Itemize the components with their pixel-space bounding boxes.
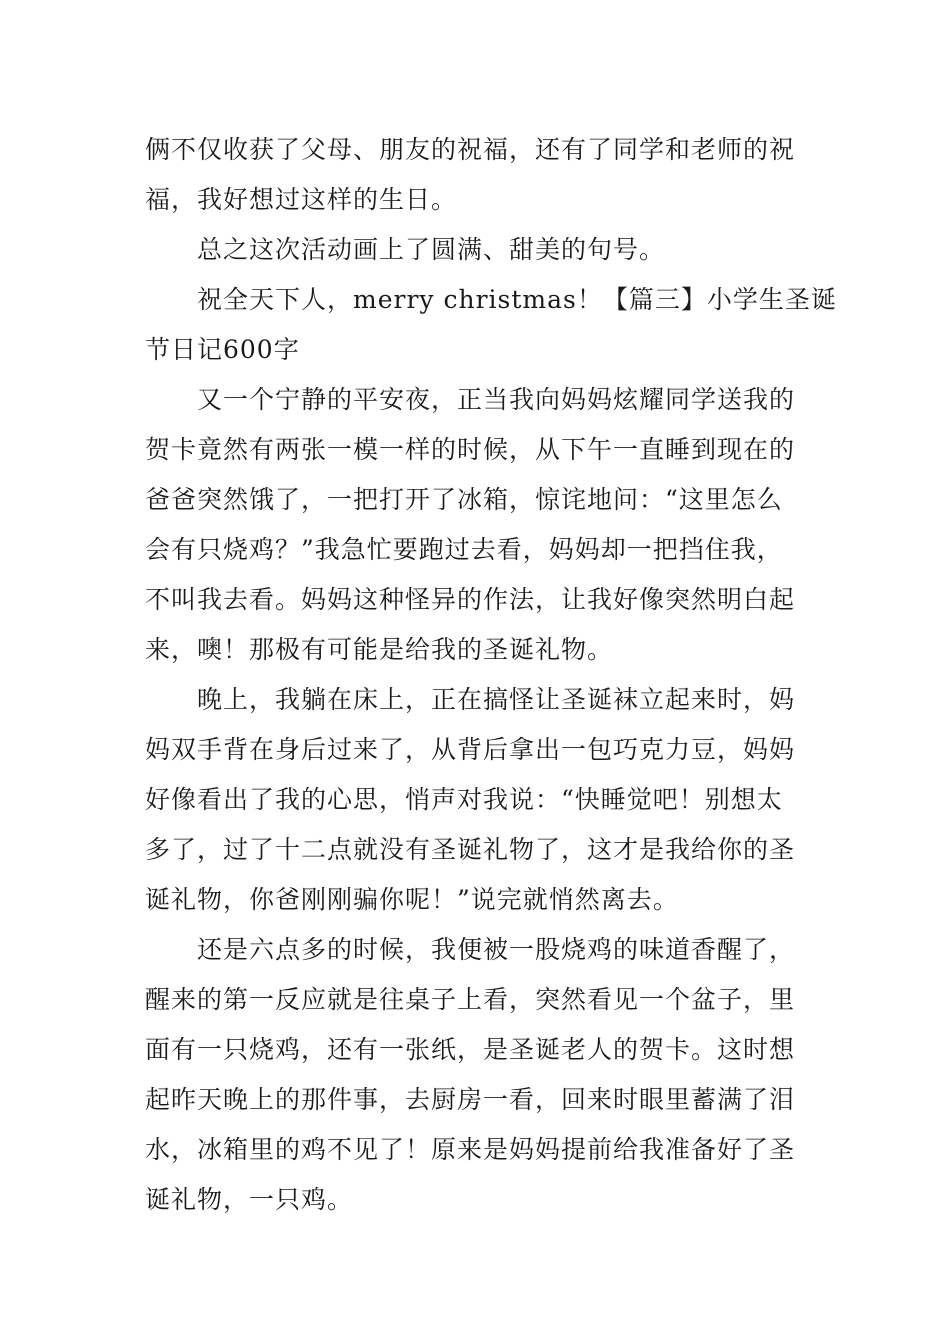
text-line: 来，噢！那极有可能是给我的圣诞礼物。 bbox=[145, 635, 614, 664]
text-line: 诞礼物，你爸刚刚骗你呢！”说完就悄然离去。 bbox=[145, 885, 679, 914]
text-line: 总之这次活动画上了圆满、甜美的句号。 bbox=[197, 235, 666, 264]
text-line: 妈双手背在身后过来了，从背后拿出一包巧克力豆，妈妈 bbox=[145, 735, 796, 764]
text-line: 起昨天晚上的那件事，去厨房一看，回来时眼里蓄满了泪 bbox=[145, 1085, 796, 1114]
text-line: 俩不仅收获了父母、朋友的祝福，还有了同学和老师的祝 bbox=[145, 135, 796, 164]
text-line: 诞礼物，一只鸡。 bbox=[145, 1185, 354, 1214]
text-line: 爸爸突然饿了，一把打开了冰箱，惊诧地问：“这里怎么 bbox=[145, 485, 783, 514]
paragraph-4 bbox=[145, 375, 807, 675]
text-line: 醒来的第一反应就是往桌子上看，突然看见一个盆子，里 bbox=[145, 985, 796, 1014]
paragraph-2 bbox=[145, 225, 807, 275]
paragraph-3 bbox=[145, 275, 837, 375]
text-line: 贺卡竟然有两张一模一样的时候，从下午一直睡到现在的 bbox=[145, 435, 796, 464]
paragraph-6 bbox=[145, 925, 807, 1225]
paragraph-5 bbox=[145, 675, 807, 925]
text-line: 面有一只烧鸡，还有一张纸，是圣诞老人的贺卡。这时想 bbox=[145, 1035, 796, 1064]
text-line: 晚上，我躺在床上，正在搞怪让圣诞袜立起来时，妈 bbox=[197, 685, 796, 714]
text-line: 还是六点多的时候，我便被一股烧鸡的味道香醒了， bbox=[197, 935, 796, 964]
text-line: 福，我好想过这样的生日。 bbox=[145, 185, 458, 214]
text-line: 祝全天下人，merry christmas！【篇三】小学生圣诞 bbox=[197, 285, 837, 314]
document-body bbox=[145, 125, 837, 1225]
text-line: 不叫我去看。妈妈这种怪异的作法，让我好像突然明白起 bbox=[145, 585, 796, 614]
text-line: 会有只烧鸡？”我急忙要跑过去看，妈妈却一把挡住我， bbox=[145, 535, 783, 564]
paragraph-1 bbox=[145, 125, 807, 225]
text-line: 多了，过了十二点就没有圣诞礼物了，这才是我给你的圣 bbox=[145, 835, 796, 864]
text-line: 节日记600字 bbox=[145, 335, 300, 364]
text-line: 水，冰箱里的鸡不见了！原来是妈妈提前给我准备好了圣 bbox=[145, 1135, 796, 1164]
text-line: 好像看出了我的心思，悄声对我说：“快睡觉吧！别想太 bbox=[145, 785, 783, 814]
text-line: 又一个宁静的平安夜，正当我向妈妈炫耀同学送我的 bbox=[197, 385, 796, 414]
